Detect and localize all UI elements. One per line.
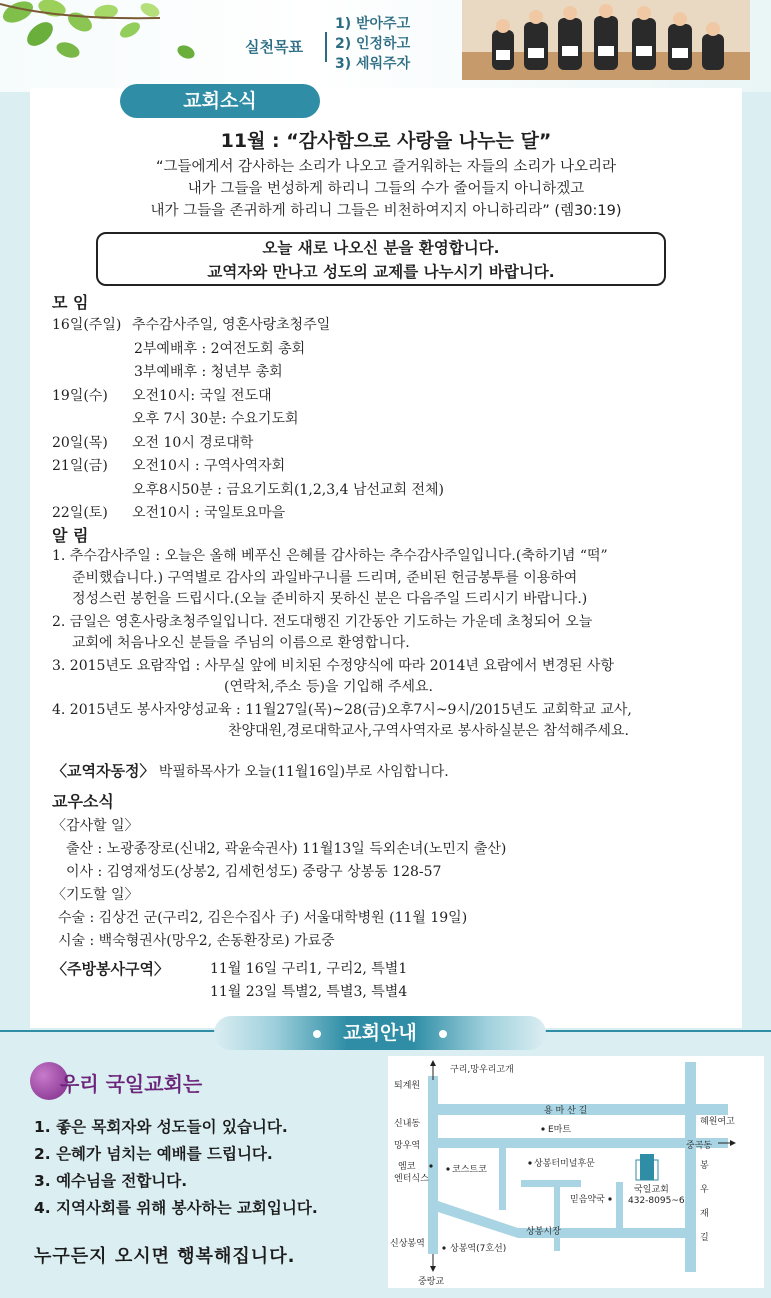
meeting-row [52,432,712,456]
member-news-title: 교우소식 [52,792,114,811]
map-label: 432-8095~6 [628,1196,685,1206]
meeting-text: 오전10시: 국일 전도대 [132,387,272,404]
meeting-row [52,338,712,362]
scripture-verse [30,156,742,222]
map-label: E마트 [548,1125,572,1135]
meeting-text: 오전10시 : 구역사역자회 [132,458,286,474]
meeting-text: 3부예배후 : 청년부 총회 [134,364,283,380]
thanks-item: 출산 : 노광종장로(신내2, 곽윤숙권사) 11월13일 득외손녀(노민지 출산) [66,841,507,857]
staff-news [52,760,449,781]
mission-list [335,14,410,74]
church-title-badge [30,1062,280,1100]
map-label: 봉 [700,1161,709,1171]
dot-icon [313,1030,321,1038]
notice-item [52,546,722,611]
map-label: 길 [700,1233,709,1243]
kitchen-label: 〈주방봉사구역〉 [52,960,169,978]
church-point: 2. 은혜가 넘치는 예배를 드립니다. [34,1145,273,1163]
thanks-label: 〈감사할 일〉 [52,818,139,834]
meeting-day: 19일(수) [52,387,108,404]
meeting-row [52,314,712,338]
section-church-guide [214,1016,546,1050]
map-label: 엔터식스 [394,1174,429,1184]
map-label: 상봉터미널후문 [534,1159,595,1169]
meeting-text: 오전 10시 경로대학 [132,434,254,451]
map-label: 우 [700,1185,709,1195]
church-title: 우리 국일교회는 [60,1072,203,1096]
meeting-day: 21일(금) [52,458,108,474]
meeting-row [52,385,712,409]
verse-line: “그들에게서 감사하는 소리가 나오고 즐거워하는 자들의 소리가 나오리라 [156,159,616,175]
mission-block [245,14,455,76]
meeting-text: 추수감사주일, 영혼사랑초청주일 [132,317,331,333]
welcome-box [96,232,666,286]
kitchen-line: 11월 16일 구리1, 구리2, 특별1 [210,961,408,977]
notice-line: 3. 2015년도 요람작업 : 사무실 앞에 비치된 수정양식에 따라 2014년 요람에서 변경된 사항 [52,657,614,674]
notice-item [52,612,722,655]
meeting-row [52,408,712,432]
church-point: 3. 예수님을 전합니다. [34,1172,188,1190]
meetings-list [52,314,712,526]
meeting-text: 오후8시50분 : 금요기도회(1,2,3,4 남선교회 전체) [132,481,445,498]
welcome-line: 오늘 새로 나오신 분을 환영합니다. [262,239,500,257]
map-label: 혜원여고 [700,1117,735,1127]
notices-list [52,546,722,744]
notice-line: 교회에 처음나오신 분들을 주님의 이름으로 환영합니다. [72,635,410,651]
staff-text: 박필하목사가 오늘(11월16일)부로 사임합니다. [158,764,449,780]
verse-line: 내가 그들을 존귀하게 하리니 그들은 비천하여지지 아니하리라” (렘30:19) [150,203,622,219]
meeting-day: 20일(목) [52,434,108,451]
prayer-item: 시술 : 백숙형권사(망우2, 손동환장로) 가료중 [58,933,335,949]
location-map [388,1056,764,1288]
map-label: 코스트코 [452,1165,487,1175]
meeting-day: 16일(주일) [52,317,122,333]
notice-item [52,700,722,743]
meeting-text: 2부예배후 : 2여전도회 총회 [134,340,306,357]
mission-item: 2) 인정하고 [335,36,411,52]
dot-icon [439,1030,447,1038]
meetings-title: 모 임 [52,293,89,312]
map-label: 망우역 [394,1141,421,1151]
map-label: 국일교회 [634,1185,669,1195]
section-church-news: 교회소식 [120,84,320,118]
meeting-text: 오후 7시 30분: 수요기도회 [132,411,299,427]
church-slogan: 누구든지 오시면 행복해집니다. [34,1246,296,1267]
map-label: 재 [700,1209,709,1219]
mission-item: 1) 받아주고 [335,16,411,32]
mission-item: 3) 세워주자 [335,56,411,72]
map-label: 신상봉역 [390,1239,425,1249]
notice-line: 1. 추수감사주일 : 오늘은 올해 베푸신 은혜를 감사하는 추수감사주일입니다.(축하기념 “떡” [52,548,608,564]
meeting-row [52,455,712,479]
leaves-decoration [0,0,200,72]
monthly-theme: 11월 : “감사함으로 사랑을 나누는 달” [220,130,552,152]
choir-photo [462,0,750,80]
prayer-item: 수술 : 김상건 군(구리2, 김은수집사 子) 서울대학병원 (11월 19일) [58,910,468,926]
verse-line: 내가 그들을 번성하게 하리니 그들의 수가 줄어들지 아니하겠고 [187,181,585,197]
map-label: 중곡동 [686,1141,713,1151]
notice-line: (연락처,주소 등)을 기입해 주세요. [224,679,433,695]
notice-line: 2. 금일은 영혼사랑초청주일입니다. 전도대행진 기간동안 기도하는 가운데 초청되어 오늘 [52,613,593,630]
map-label: 상봉역(7호선) [450,1244,507,1254]
meeting-text: 오전10시 : 국일토요마을 [132,505,286,521]
map-label: 엠코 [398,1162,416,1172]
mission-divider [325,32,327,62]
notice-line: 4. 2015년도 봉사자양성교육 : 11월27일(목)~28(금)오후7시~9시/2015년도 교회학교 교사, [52,701,632,718]
notices-title: 알 림 [52,526,89,545]
meeting-row [52,361,712,385]
member-news [52,790,702,953]
notice-item [52,656,722,699]
church-intro [24,1058,384,1288]
notice-line: 준비했습니다.) 구역별로 감사의 과일바구니를 드리며, 준비된 헌금봉투를 이용하여 [72,569,578,586]
church-points [34,1114,318,1222]
map-label: 신내동 [394,1119,421,1129]
thanks-item: 이사 : 김영재성도(상봉2, 김세헌성도) 중랑구 상봉동 128-57 [66,864,442,880]
map-label: 구리,망우리고개 [450,1065,514,1075]
map-label: 상봉시장 [526,1227,561,1237]
staff-label: 〈교역자동정〉 [52,762,155,780]
meeting-row [52,479,712,503]
notice-line: 찬양대원,경로대학교사,구역사역자로 봉사하실분은 참석해주세요. [228,723,629,739]
meeting-row [52,502,712,526]
notice-line: 정성스런 봉헌을 드립시다.(오늘 준비하지 못하신 분은 다음주일 드리시기 바랍니다.) [72,591,588,607]
meeting-day: 22일(토) [52,505,108,521]
church-point: 4. 지역사회를 위해 봉사하는 교회입니다. [34,1199,318,1217]
guide-label: 교회안내 [343,1022,417,1044]
church-point: 1. 좋은 목회자와 성도들이 있습니다. [34,1118,288,1136]
map-label: 중랑교 [418,1277,445,1287]
mission-label: 실천목표 [245,38,303,56]
map-label: 용 마 산 길 [544,1106,588,1116]
map-label: 퇴계원 [394,1081,421,1091]
map-label: 믿음약국 [570,1195,605,1205]
welcome-line: 교역자와 만나고 성도의 교제를 나누시기 바랍니다. [207,263,555,281]
kitchen-line: 11월 23일 특별2, 특별3, 특별4 [210,984,408,1000]
prayer-label: 〈기도할 일〉 [52,887,139,903]
